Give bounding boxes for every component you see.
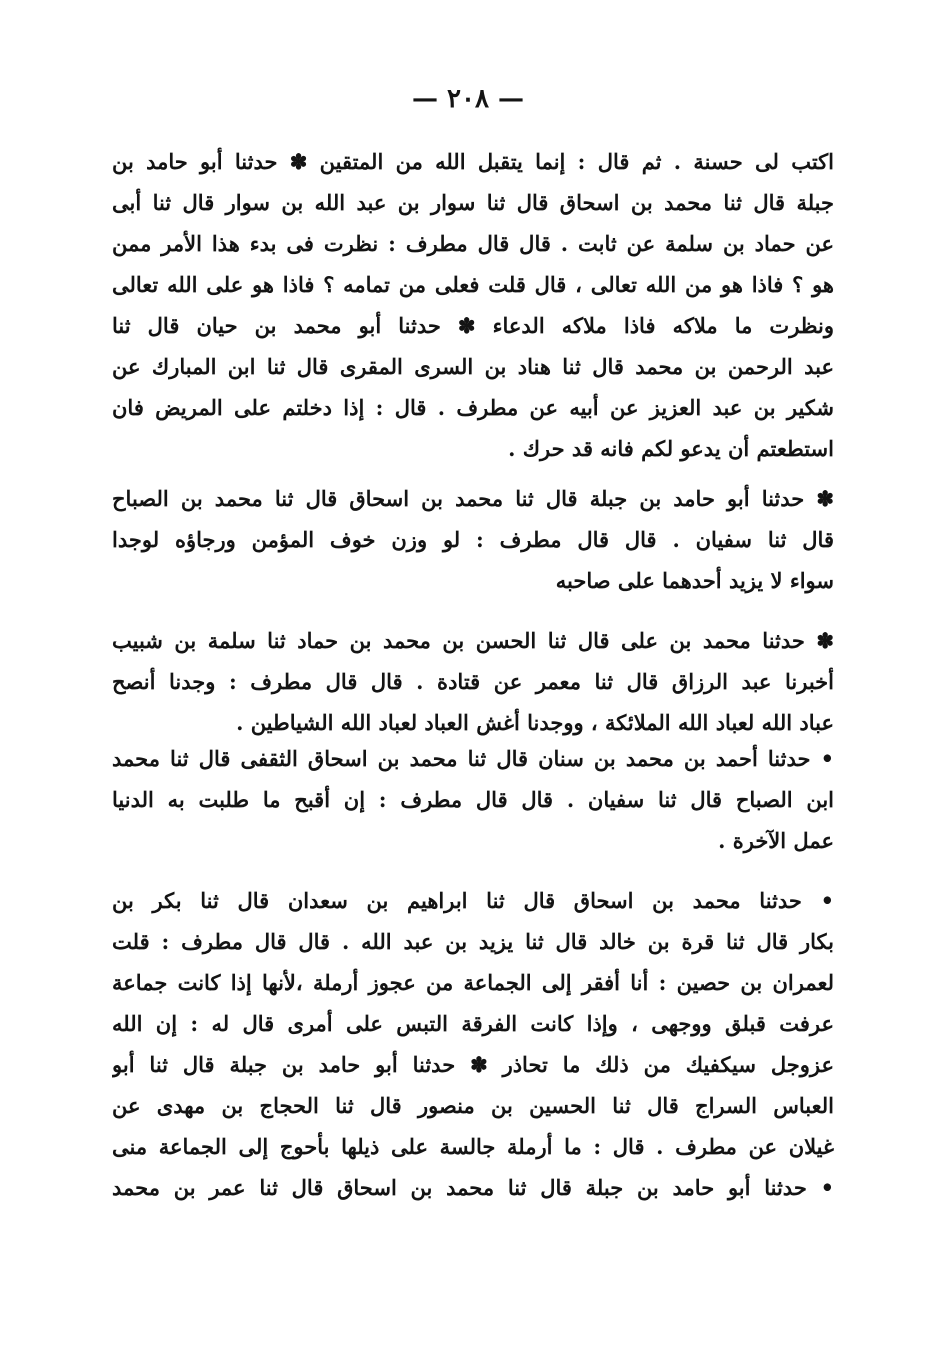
text-line: بكار قال ثنا قرة بن خالد قال ثنا يزيد بن عبد الله . قال قال مطرف : قلت <box>112 929 834 954</box>
text-line: ✽ حدثنا محمد بن على قال ثنا الحسن بن محمد بن حماد ثنا سلمة بن شبيب <box>112 628 834 653</box>
text-line: عمل الآخرة . <box>718 828 834 853</box>
paragraph-3 <box>112 620 834 743</box>
text-line: لعمران بن حصين : أنا أفقر إلى الجماعة من عجوز أرملة ،لأنها إذا كانت جماعة <box>112 970 834 995</box>
text-line: • حدثنا أحمد بن محمد بن سنان قال ثنا محمد بن اسحاق الثقفى قال ثنا محمد <box>112 746 834 771</box>
text-line: جبلة قال ثنا محمد بن اسحاق قال ثنا سوار بن عبد الله بن سوار قال ثنا أبى <box>112 190 834 215</box>
text-line: شكير بن عبد العزيز عن أبيه عن مطرف . قال : إذا دخلتم على المريض فان <box>112 395 834 420</box>
paragraph-4 <box>112 738 834 861</box>
paragraph-5 <box>112 880 834 1208</box>
text-line: • حدثنا أبو حامد بن جبلة قال ثنا محمد بن اسحاق قال ثنا عمر بن محمد <box>112 1175 834 1200</box>
text-line: عرفت قبلق ووجهى ، وإذا كانت الفرقة التبس على أمرى قال له : إن الله <box>112 1011 834 1036</box>
text-line: ابن الصباح قال ثنا سفيان . قال قال مطرف : إن أقبح ما طلبت به الدنيا <box>112 787 834 812</box>
text-line: عباد الله لعباد الله الملائكة ، ووجدنا أغش العباد لعباد الله الشياطين . <box>236 710 834 735</box>
text-line: عن حماد بن سلمة عن ثابت . قال قال مطرف : نظرت فى بدء هذا الأمر ممن <box>112 231 834 256</box>
text-line: ونظرت ما ملاكه فاذا ملاكه الدعاء ✽ حدثنا أبو محمد بن حيان قال ثنا <box>112 313 834 338</box>
text-line: عبد الرحمن بن محمد قال ثنا هناد بن السرى المقرى قال ثنا ابن المبارك عن <box>112 354 834 379</box>
paragraph-1 <box>112 141 834 469</box>
text-line: غيلان عن مطرف . قال : ما أرملة جالسة على ذيلها بأحوج إلى الجماعة منى <box>112 1134 834 1159</box>
paragraph-2 <box>112 478 834 601</box>
text-line: العباس السراج قال ثنا الحسين بن منصور قال ثنا الحجاج بن مهدى عن <box>112 1093 834 1118</box>
text-line: أخبرنا عبد الرزاق قال ثنا معمر عن قتادة . قال قال مطرف : وجدنا أنصح <box>112 669 834 694</box>
text-line: استطعتم أن يدعو لكم فانه قد حرك . <box>508 436 834 461</box>
text-line: • حدثنا محمد بن اسحاق قال ثنا ابراهيم بن سعدان قال ثنا بكر بن <box>112 888 834 913</box>
text-line: هو ؟ فاذا هو من الله تعالى ، قال قلت فعلى من تمامه ؟ فاذا هو على الله تعالى <box>112 272 834 297</box>
text-line: قال ثنا سفيان . قال قال مطرف : لو وزن خوف المؤمن ورجاؤه لوجدا <box>112 527 834 552</box>
text-line: ✽ حدثنا أبو حامد بن جبلة قال ثنا محمد بن اسحاق قال ثنا محمد بن الصباح <box>112 486 834 511</box>
text-line: عزوجل سيكفيك من ذلك ما تحاذر ✽ حدثنا أبو حامد بن جبلة قال ثنا أبو <box>112 1052 834 1077</box>
text-line: سواء لا يزيد أحدهما على صاحبه <box>555 568 834 593</box>
page-number: — ٢٠٨ — <box>411 84 525 114</box>
text-line: اكتب لى حسنة . ثم قال : إنما يتقبل الله من المتقين ✽ حدثنا أبو حامد بن <box>112 149 834 174</box>
